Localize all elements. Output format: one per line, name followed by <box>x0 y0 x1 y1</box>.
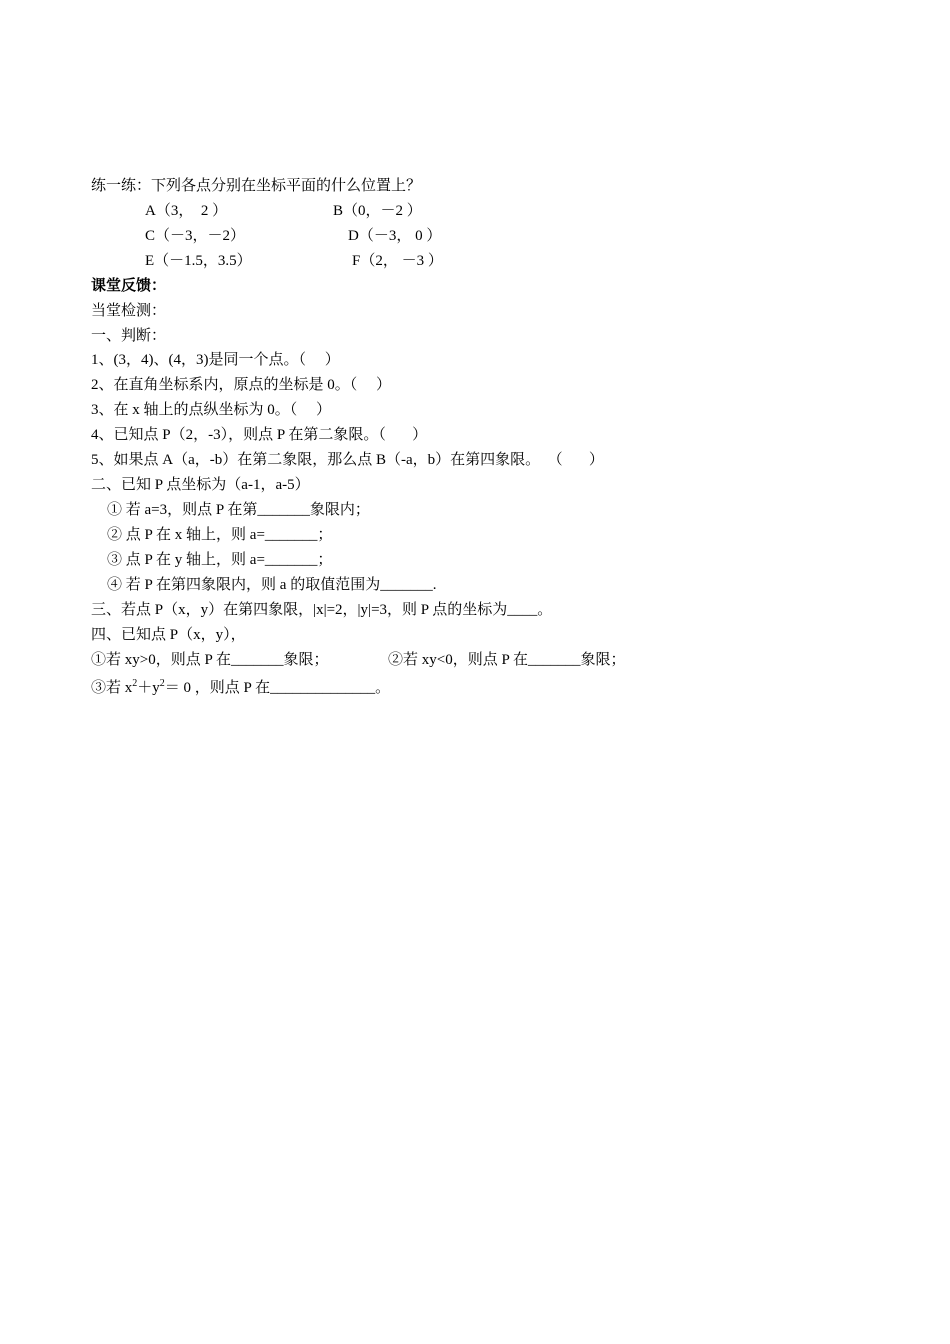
section2-item-2: ② 点 P 在 x 轴上，则 a=_______； <box>107 527 333 543</box>
section4-item-3 <box>91 678 390 698</box>
feedback-subheading: 当堂检测： <box>91 303 167 319</box>
point-a: A（3， 2 ） <box>145 203 228 219</box>
section4-item-2: ②若 xy<0，则点 P 在_______象限； <box>388 652 626 668</box>
section2-item-3: ③ 点 P 在 y 轴上，则 a=_______； <box>107 552 333 568</box>
point-c: C（－3，－2） <box>145 228 246 244</box>
feedback-heading: 课堂反馈： <box>91 278 167 294</box>
section1-item-2: 2、在直角坐标系内，原点的坐标是 0。（ ） <box>91 377 392 393</box>
section4-item-3-sup2: 2 <box>159 678 165 689</box>
section1-item-5: 5、如果点 A（a，-b）在第二象限，那么点 B（-a，b）在第四象限。 （ ） <box>91 452 604 468</box>
section4-item-1: ①若 xy>0，则点 P 在_______象限； <box>91 652 329 668</box>
point-e: E（－1.5，3.5） <box>145 253 252 269</box>
section3-text: 三、若点 P（x，y）在第四象限，|x|=2，|y|=3，则 P 点的坐标为____。 <box>91 602 553 618</box>
point-f: F（2， －3 ） <box>352 253 443 269</box>
section1-heading: 一、判断： <box>91 328 167 344</box>
point-d: D（－3， 0 ） <box>348 228 442 244</box>
practice-heading: 练一练：下列各点分别在坐标平面的什么位置上？ <box>91 178 422 194</box>
section4-item-3-prefix: ③若 x <box>91 680 133 696</box>
section2-heading: 二、已知 P 点坐标为（a-1，a-5） <box>91 477 310 493</box>
section2-item-4: ④ 若 P 在第四象限内，则 a 的取值范围为_______. <box>107 577 437 593</box>
section2-item-1: ① 若 a=3，则点 P 在第_______象限内； <box>107 502 370 518</box>
point-b: B（0，－2 ） <box>333 203 422 219</box>
section4-heading: 四、已知点 P（x，y）， <box>91 627 246 643</box>
section1-item-1: 1、(3，4)、(4，3)是同一个点。（ ） <box>91 352 340 368</box>
section4-item-3-suffix: ＝ 0 ，则点 P 在______________。 <box>164 680 391 696</box>
section4-item-3-sup1: 2 <box>132 678 138 689</box>
section1-item-3: 3、在 x 轴上的点纵坐标为 0。（ ） <box>91 402 332 418</box>
section1-item-4: 4、已知点 P（2，-3），则点 P 在第二象限。（ ） <box>91 427 428 443</box>
section4-item-3-mid: ＋y <box>137 680 160 696</box>
